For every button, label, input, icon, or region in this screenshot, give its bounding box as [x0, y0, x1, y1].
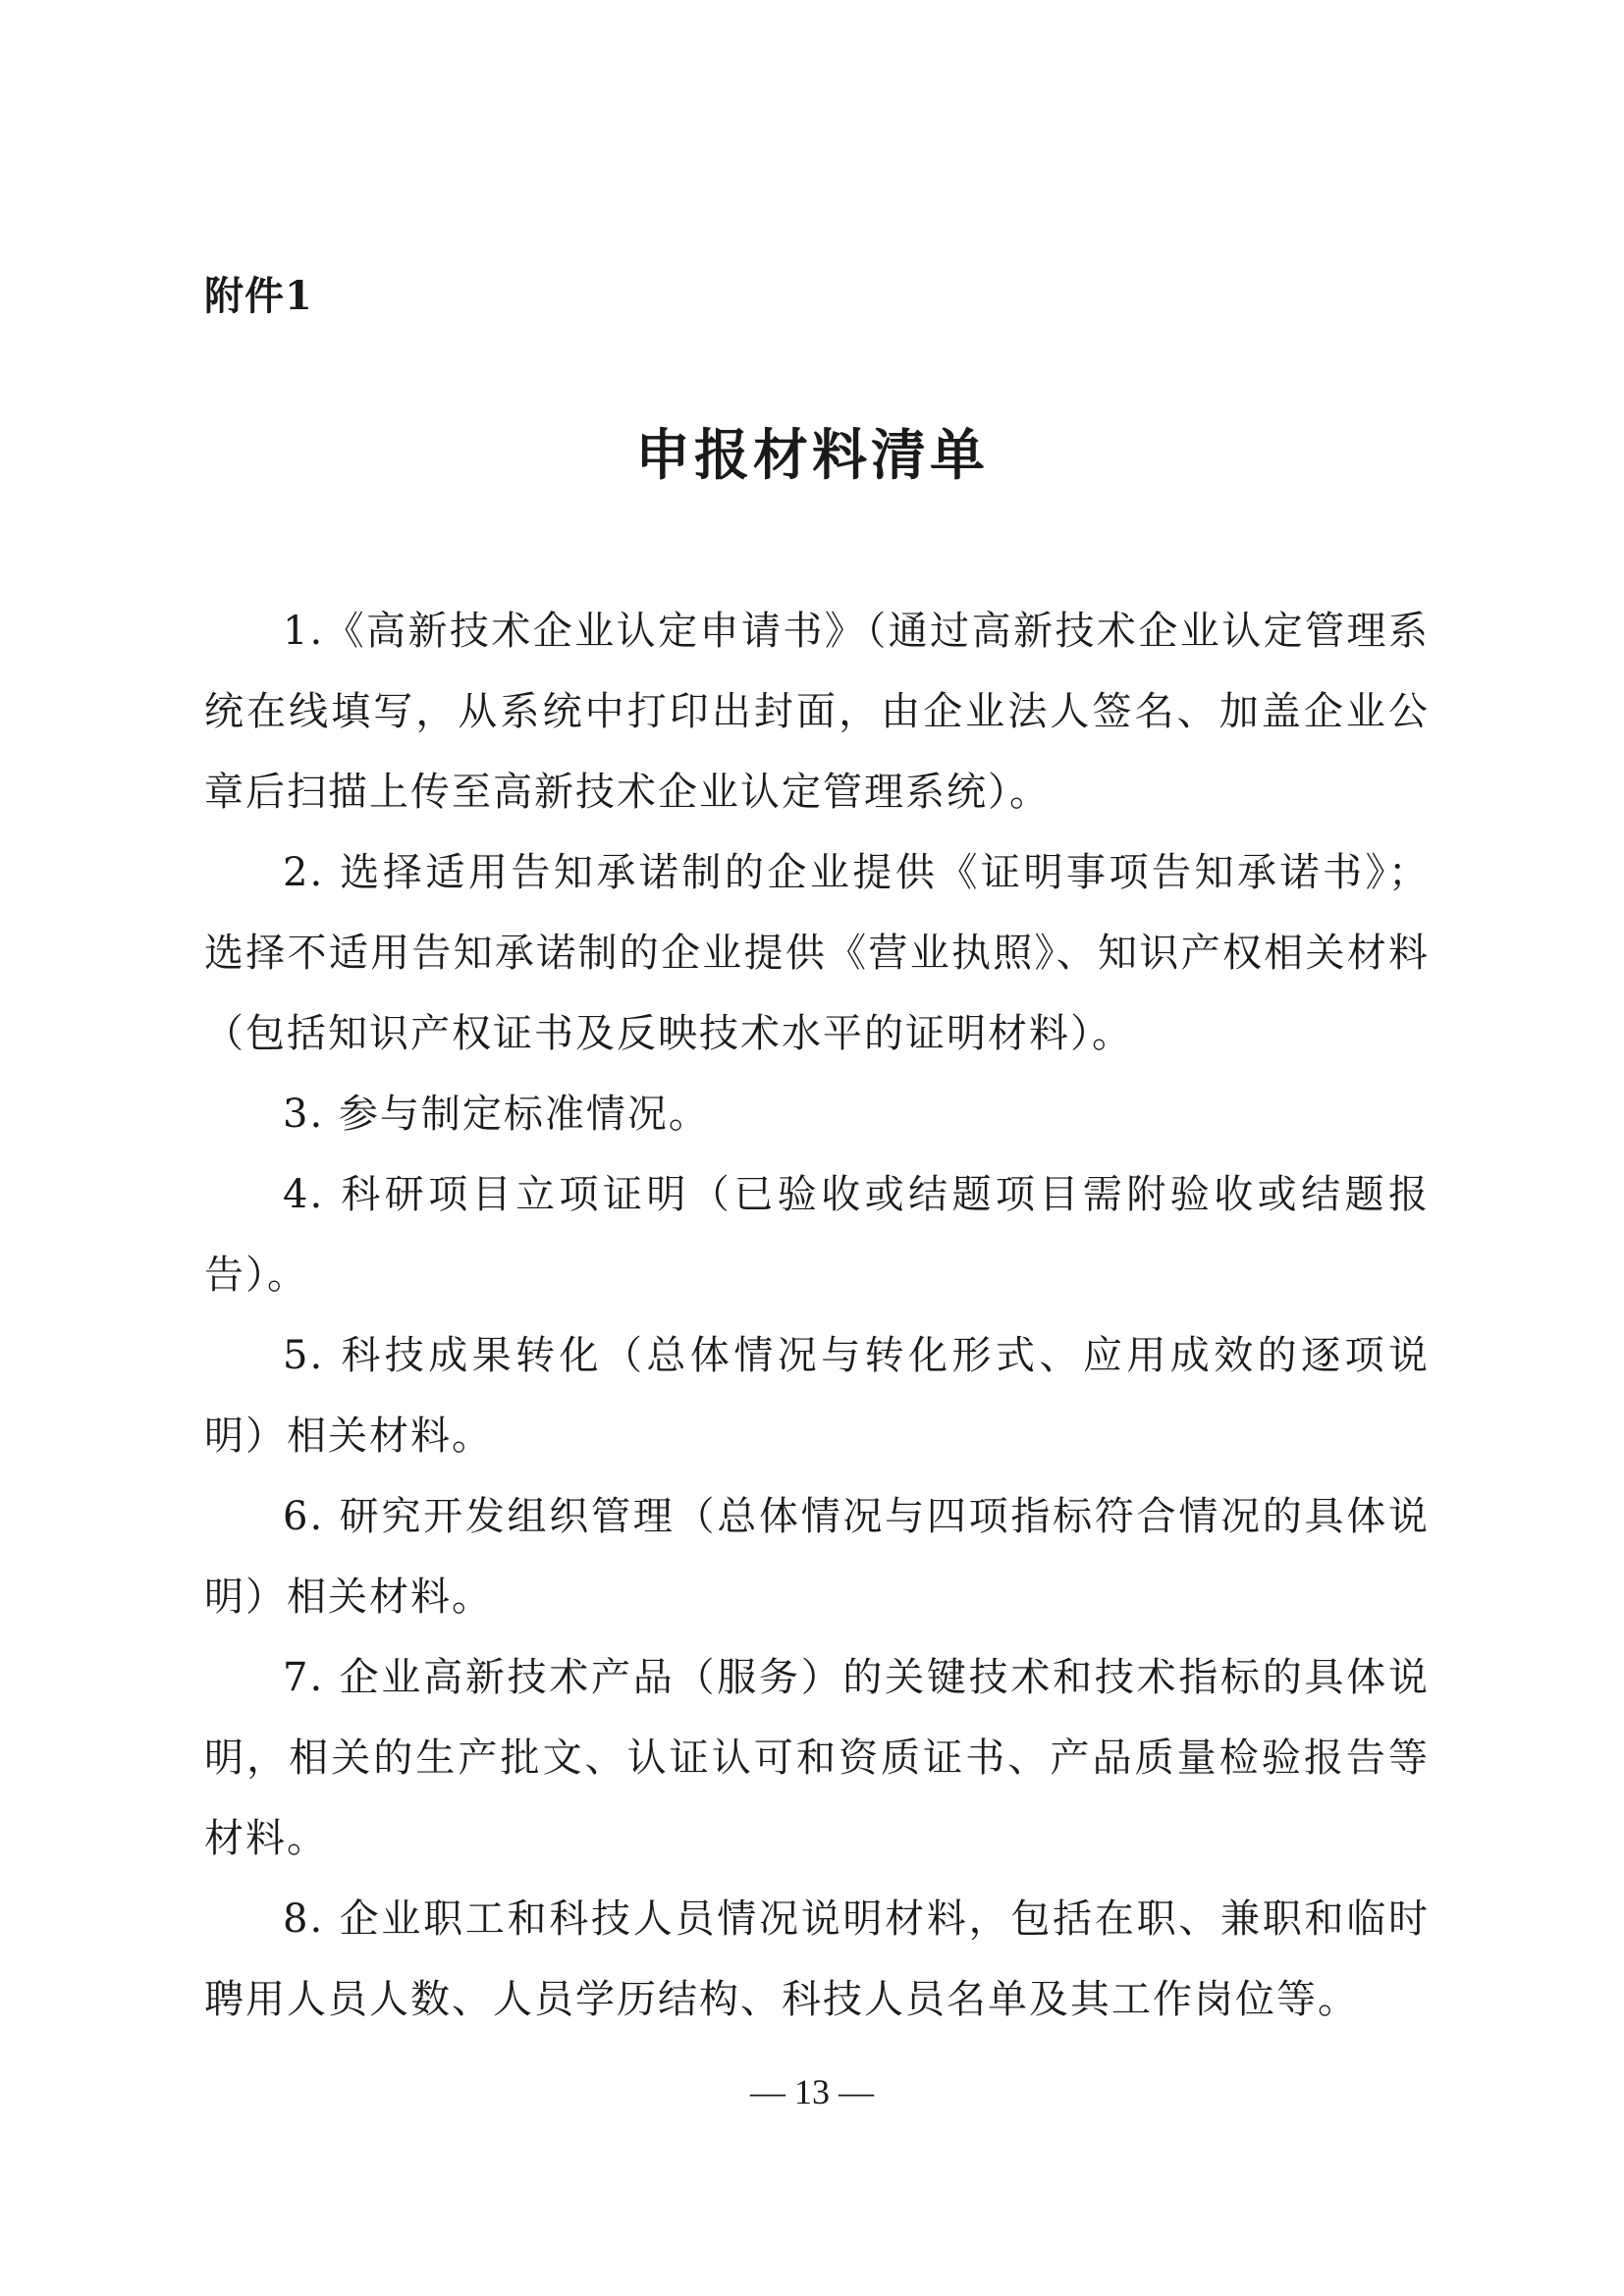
attachment-label: 附件1 — [204, 273, 313, 319]
list-item-2: 2. 选择适用告知承诺制的企业提供《证明事项告知承诺书》；选择不适用告知承诺制的企业提供《营业执照》、知识产权相关材料（包括知识产权证书及反映技术水平的证明材料）。 — [204, 850, 1430, 1056]
list-item-1: 1.《高新技术企业认定申请书》（通过高新技术企业认定管理系统在线填写，从系统中打印出封面，由企业法人签名、加盖企业公章后扫描上传至高新技术企业认定管理系统）。 — [204, 609, 1430, 815]
page-title: 申报材料清单 — [635, 423, 989, 488]
list-item-8: 8. 企业职工和科技人员情况说明材料，包括在职、兼职和临时聘用人员人数、人员学历结构、科技人员名单及其工作岗位等。 — [204, 1896, 1430, 2022]
list-item-3: 3. 参与制定标准情况。 — [283, 1092, 710, 1137]
list-item-4: 4. 科研项目立项证明（已验收或结题项目需附验收或结题报告）。 — [204, 1172, 1430, 1298]
list-item-5: 5. 科技成果转化（总体情况与转化形式、应用成效的逐项说明）相关材料。 — [204, 1333, 1430, 1459]
document-body — [204, 591, 1430, 2040]
page-number: — 13 — — [750, 2072, 874, 2111]
list-item-7: 7. 企业高新技术产品（服务）的关键技术和技术指标的具体说明，相关的生产批文、认证认可和资质证书、产品质量检验报告等材料。 — [204, 1655, 1430, 1861]
list-item-6: 6. 研究开发组织管理（总体情况与四项指标符合情况的具体说明）相关材料。 — [204, 1494, 1430, 1620]
